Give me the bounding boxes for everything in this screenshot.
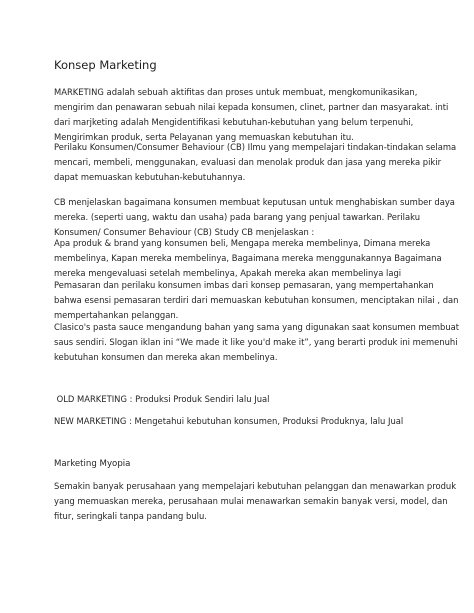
paragraph-line: mempertahankan pelanggan. xyxy=(54,310,179,320)
paragraph-marketing-concept xyxy=(54,278,459,323)
paragraph-old-marketing xyxy=(54,392,420,407)
paragraph-line: saus sendiri. Slogan iklan ini “We made it like you'd make it”, yang berarti produk ini memenuhi xyxy=(54,337,458,347)
paragraph-new-marketing xyxy=(54,414,420,429)
paragraph-marketing-definition xyxy=(54,85,449,145)
paragraph-line: kebutuhan konsumen dan mereka akan membelinya. xyxy=(54,352,278,362)
paragraph-clasico-example xyxy=(54,320,460,365)
paragraph-line: mereka. (seperti uang, waktu dan usaha) pada barang yang penjual tawarkan. Perilaku xyxy=(54,212,421,222)
paragraph-line: Konsumen/ Consumer Behaviour (CB) Study CB menjelaskan : xyxy=(54,227,315,237)
section-heading: Marketing Myopia xyxy=(54,459,131,469)
paragraph-line: fitur, seringkali tanpa pandang bulu. xyxy=(54,511,207,521)
paragraph-line: mereka mengevaluasi setelah membelinya, Apakah mereka akan membelinya lagi xyxy=(54,268,402,278)
paragraph-line: mengirim dan penawaran sebuah nilai kepada konsumen, clinet, partner dan masyarakat. inti xyxy=(54,102,449,112)
paragraph-line: mencari, membeli, menggunakan, evaluasi dan menolak produk dan jasa yang mereka pikir xyxy=(54,157,442,167)
paragraph-line: Semakin banyak perusahaan yang mempelajari kebutuhan pelanggan dan menawarkan produk xyxy=(54,481,457,491)
paragraph-myopia-description xyxy=(54,479,457,524)
paragraph-line: bahwa esensi pemasaran terdiri dari memuaskan kebutuhan konsumen, menciptakan nilai , dan xyxy=(54,295,459,305)
paragraph-line: dari marjketing adalah Mengidentifikasi kebutuhan-kebutuhan yang belum terpenuhi, xyxy=(54,117,414,127)
page-title: Konsep Marketing xyxy=(54,58,157,72)
paragraph-cb-questions xyxy=(54,236,442,281)
paragraph-line: CB menjelaskan bagaimana konsumen membuat keputusan untuk menghabiskan sumber daya xyxy=(54,197,455,207)
paragraph-line: dapat memuaskan kebutuhan-kebutuhannya. xyxy=(54,172,246,182)
paragraph-line: MARKETING adalah sebuah aktifitas dan proses untuk membuat, mengkomunikasikan, xyxy=(54,87,418,97)
paragraph-line: OLD MARKETING : Produksi Produk Sendiri lalu Jual xyxy=(54,394,270,404)
paragraph-line: Mengirimkan produk, serta Pelayanan yang memuaskan kebutuhan itu. xyxy=(54,132,354,142)
paragraph-line: NEW MARKETING : Mengetahui kebutuhan konsumen, Produksi Produknya, lalu Jual xyxy=(54,416,404,426)
paragraph-line: Apa produk & brand yang konsumen beli, Mengapa mereka membelinya, Dimana mereka xyxy=(54,238,431,248)
paragraph-cb-explanation xyxy=(54,195,455,240)
paragraph-consumer-behaviour xyxy=(54,140,457,185)
section-heading-marketing-myopia xyxy=(54,457,420,472)
paragraph-line: membelinya, Kapan mereka membelinya, Bagaimana mereka menggunakannya Bagaimana xyxy=(54,253,442,263)
paragraph-line: Clasico's pasta sauce mengandung bahan yang sama yang digunakan saat konsumen membuat xyxy=(54,322,460,332)
paragraph-line: Perilaku Konsumen/Consumer Behaviour (CB) Ilmu yang mempelajari tindakan-tindakan selama xyxy=(54,142,457,152)
paragraph-line: Pemasaran dan perilaku konsumen imbas dari konsep pemasaran, yang mempertahankan xyxy=(54,280,434,290)
paragraph-line: yang memuaskan mereka, perusahaan mulai menawarkan semakin banyak versi, model, dan xyxy=(54,496,448,506)
